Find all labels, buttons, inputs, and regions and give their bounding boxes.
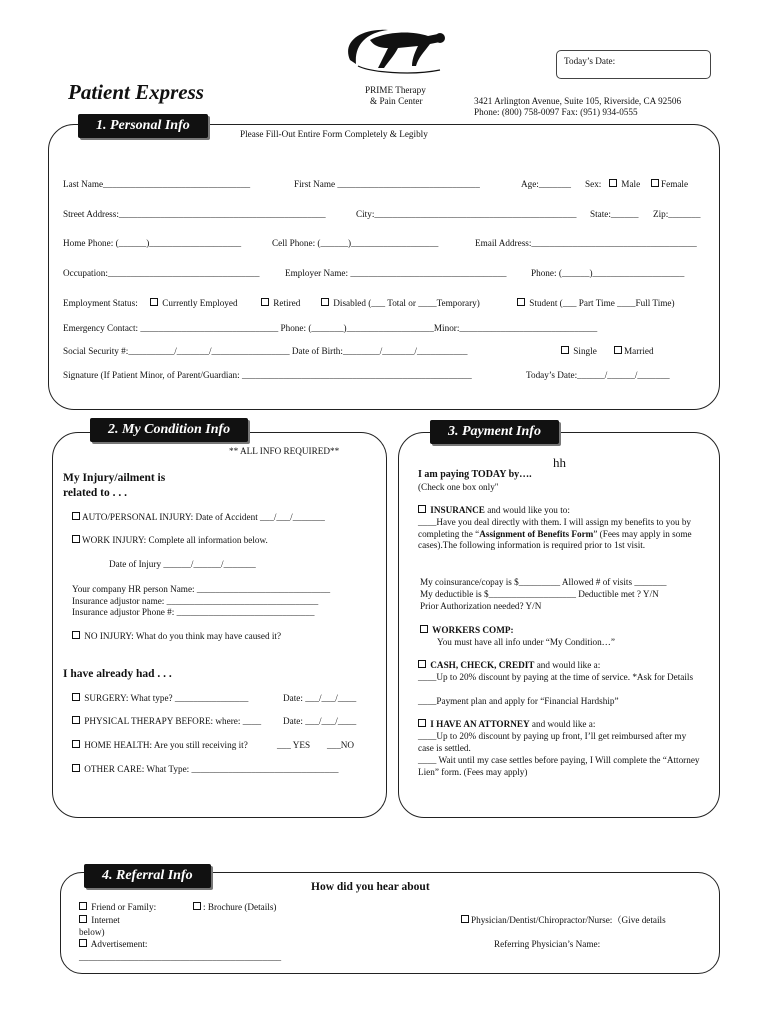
checkbox-icon xyxy=(72,535,80,543)
checkbox-icon xyxy=(418,660,426,668)
org-address: 3421 Arlington Avenue, Suite 105, Riverside, CA 92506 xyxy=(474,96,682,106)
surgery-label: SURGERY: What type? ________________ xyxy=(84,693,249,703)
sex-label: Sex: xyxy=(585,179,602,189)
employer-name-field[interactable]: Employer Name: __________________________________ xyxy=(285,268,507,278)
auto-injury-label: AUTO/PERSONAL INJURY: Date of Accident ___/___/_______ xyxy=(82,512,325,522)
form-title: Patient Express xyxy=(68,80,204,104)
age-field[interactable]: Age:_______ xyxy=(521,179,572,189)
checkbox-icon xyxy=(461,915,469,923)
internet-label: Internet xyxy=(91,915,120,925)
street-address-field[interactable]: Street Address:_____________________________________________ xyxy=(63,209,326,219)
no-injury-label: NO INJURY: What do you think may have caused it? xyxy=(84,631,282,641)
crawling-figure-logo-icon xyxy=(340,22,452,84)
student-label: Student (___ Part Time ____Full Time) xyxy=(529,298,675,308)
employment-status-label: Employment Status: xyxy=(63,298,138,308)
employer-phone-field[interactable]: Phone: (______)____________________ xyxy=(531,268,685,278)
adjustor-name-field[interactable]: Insurance adjustor name: _________________________________ xyxy=(72,596,319,606)
signature-date-field[interactable]: Today’s Date:______/______/_______ xyxy=(526,370,670,380)
all-info-required-note: ** ALL INFO REQUIRED** xyxy=(229,446,340,456)
first-name-field[interactable]: First Name _______________________________ xyxy=(294,179,480,189)
hr-person-field[interactable]: Your company HR person Name: _____________________________ xyxy=(72,584,331,594)
married-label: Married xyxy=(624,346,654,356)
payment-info-banner: 3. Payment Info xyxy=(430,420,559,444)
attorney-checkbox[interactable] xyxy=(418,719,595,730)
home-health-no-option[interactable]: ___NO xyxy=(327,740,355,750)
disabled-checkbox[interactable] xyxy=(321,298,480,309)
cash-check-credit-label: CASH, CHECK, CREDIT xyxy=(430,660,535,670)
ssn-dob-field[interactable]: Social Security #:__________/_______/_________________ Date of Birth:________/_______/___________ xyxy=(63,346,468,356)
insurance-description-part1: ____Have you deal directly with them. I will assign my benefits to you by completing the “ xyxy=(418,517,692,539)
org-name-line2: & Pain Center xyxy=(370,96,423,106)
checkbox-icon xyxy=(420,625,428,633)
checkbox-icon xyxy=(79,915,87,923)
check-one-note: (Check one box only" xyxy=(418,482,499,492)
home-phone-field[interactable]: Home Phone: (______)____________________ xyxy=(63,238,242,248)
form-instruction: Please Fill-Out Entire Form Completely & Legibly xyxy=(240,129,428,139)
insurance-label-rest: and would like you to: xyxy=(484,505,570,515)
personal-info-section xyxy=(48,124,720,410)
insurance-description xyxy=(418,517,700,552)
checkbox-icon xyxy=(72,512,80,520)
todays-date-label: Today’s Date: xyxy=(564,56,616,66)
referral-info-banner: 4. Referral Info xyxy=(84,864,211,888)
insurance-label: INSURANCE xyxy=(430,505,485,515)
workers-comp-checkbox[interactable] xyxy=(420,625,514,636)
org-name-line1: PRIME Therapy xyxy=(365,85,426,95)
advertisement-label: Advertisement: xyxy=(90,939,148,949)
home-health-label: HOME HEALTH: Are you still receiving it? xyxy=(84,740,248,750)
payment-stray-text: hh xyxy=(553,455,566,470)
pt-date-field[interactable]: Date: ___/___/____ xyxy=(283,716,357,726)
emergency-contact-field[interactable]: Emergency Contact: ______________________________ Phone: (_______)___________________Minor:______________________________ xyxy=(63,323,598,333)
female-label: Female xyxy=(661,179,689,189)
signature-field[interactable]: Signature (If Patient Minor, of Parent/Guardian: __________________________________________________ xyxy=(63,370,472,380)
checkbox-icon xyxy=(72,764,80,772)
brochure-checkbox[interactable] xyxy=(193,902,276,913)
workers-comp-label: WORKERS COMP: xyxy=(432,625,514,635)
occupation-field[interactable]: Occupation:_________________________________ xyxy=(63,268,260,278)
already-had-heading: I have already had . . . xyxy=(63,668,172,680)
checkbox-icon xyxy=(651,179,659,187)
assignment-of-benefits-text: Assignment of Benefits Form xyxy=(479,528,594,539)
date-of-injury-field[interactable]: Date of Injury ______/______/_______ xyxy=(109,559,256,569)
currently-employed-checkbox[interactable] xyxy=(150,298,238,309)
male-checkbox[interactable] xyxy=(609,179,640,190)
married-checkbox[interactable] xyxy=(614,346,654,357)
give-details-continuation: below) xyxy=(79,927,105,937)
work-injury-label: WORK INJURY: Complete all information below. xyxy=(82,535,268,545)
payment-plan-option: ____Payment plan and apply for “Financial Hardship” xyxy=(418,696,619,706)
injury-heading-line1: My Injury/ailment is xyxy=(63,472,166,484)
cash-label-rest: and would like a: xyxy=(534,660,601,670)
single-label: Single xyxy=(573,346,597,356)
work-injury-checkbox[interactable] xyxy=(72,535,268,546)
checkbox-icon xyxy=(614,346,622,354)
physician-checkbox[interactable] xyxy=(461,915,666,926)
internet-checkbox[interactable] xyxy=(79,915,120,926)
currently-employed-label: Currently Employed xyxy=(162,298,238,308)
referring-physician-field[interactable]: Referring Physician’s Name: xyxy=(494,939,601,949)
retired-checkbox[interactable] xyxy=(261,298,300,309)
friend-family-checkbox[interactable] xyxy=(79,902,156,913)
email-field[interactable]: Email Address:____________________________________ xyxy=(475,238,697,248)
workers-comp-note: You must have all info under “My Condition…” xyxy=(437,637,615,647)
checkbox-icon xyxy=(561,346,569,354)
brochure-label: : Brochure (Details) xyxy=(203,902,277,912)
surgery-checkbox[interactable] xyxy=(72,693,248,704)
attorney-lien-option: ____ Wait until my case settles before paying, I Will complete the “Attorney Lien” form. (Fees may apply) xyxy=(418,755,700,777)
physical-therapy-label: PHYSICAL THERAPY BEFORE: where: ____ xyxy=(84,716,262,726)
cell-phone-field[interactable]: Cell Phone: (______)___________________ xyxy=(272,238,439,248)
checkbox-icon xyxy=(72,716,80,724)
student-checkbox[interactable] xyxy=(517,298,675,309)
surgery-date-field[interactable]: Date: ___/___/____ xyxy=(283,693,357,703)
single-checkbox[interactable] xyxy=(561,346,597,357)
checkbox-icon xyxy=(72,693,80,701)
prior-authorization-field[interactable]: Prior Authorization needed? Y/N xyxy=(420,601,542,611)
advertisement-detail-line[interactable]: ____________________________________________ xyxy=(79,952,282,962)
city-field[interactable]: City:____________________________________________ xyxy=(356,209,577,219)
retired-label: Retired xyxy=(273,298,301,308)
state-field[interactable]: State:______ xyxy=(590,209,639,219)
checkbox-icon xyxy=(72,631,80,639)
friend-family-label: Friend or Family: xyxy=(91,902,157,912)
injury-heading-line2: related to . . . xyxy=(63,487,127,499)
other-care-label: OTHER CARE: What Type: ________________________________ xyxy=(84,764,339,774)
advertisement-checkbox[interactable] xyxy=(79,939,147,950)
checkbox-icon xyxy=(517,298,525,306)
insurance-description-part2: ” (Fees may apply in some cases).The following information is required prior to 1st visit. xyxy=(418,528,692,550)
auto-injury-checkbox[interactable] xyxy=(72,512,325,523)
org-phone-fax: Phone: (800) 758-0097 Fax: (951) 934-0555 xyxy=(474,107,638,117)
paying-today-heading: I am paying TODAY by…. xyxy=(418,469,532,480)
home-health-checkbox[interactable] xyxy=(72,740,248,751)
female-checkbox[interactable] xyxy=(651,179,688,190)
cash-check-credit-checkbox[interactable] xyxy=(418,660,600,671)
deductible-field[interactable]: My deductible is $___________________ Deductible met ? Y/N xyxy=(420,589,659,599)
no-injury-checkbox[interactable] xyxy=(72,631,281,642)
condition-info-banner: 2. My Condition Info xyxy=(90,418,248,442)
physical-therapy-checkbox[interactable] xyxy=(72,716,261,727)
checkbox-icon xyxy=(79,939,87,947)
male-label: Male xyxy=(621,179,641,189)
physician-label: Physician/Dentist/Chiropractor/Nurse:（Give details xyxy=(471,915,666,925)
cash-discount-option: ____Up to 20% discount by paying at the time of service. *Ask for Details xyxy=(418,672,694,682)
insurance-checkbox[interactable] xyxy=(418,505,570,516)
coinsurance-field[interactable]: My coinsurance/copay is $_________ Allowed # of visits _______ xyxy=(420,577,667,587)
checkbox-icon xyxy=(193,902,201,910)
attorney-label-rest: and would like a: xyxy=(529,719,596,729)
checkbox-icon xyxy=(72,740,80,748)
checkbox-icon xyxy=(79,902,87,910)
personal-info-banner: 1. Personal Info xyxy=(78,114,208,138)
checkbox-icon xyxy=(261,298,269,306)
home-health-yes-option[interactable]: ___ YES xyxy=(277,740,311,750)
checkbox-icon xyxy=(418,719,426,727)
other-care-checkbox[interactable] xyxy=(72,764,339,775)
referral-heading: How did you hear about xyxy=(311,881,430,893)
todays-date-box[interactable] xyxy=(556,50,711,79)
zip-field[interactable]: Zip:_______ xyxy=(653,209,701,219)
adjustor-phone-field[interactable]: Insurance adjustor Phone #: ______________________________ xyxy=(72,607,315,617)
last-name-field[interactable]: Last Name________________________________ xyxy=(63,179,251,189)
attorney-discount-option: ____Up to 20% discount by paying up front, I’ll get reimbursed after my case is settled. xyxy=(418,731,687,753)
disabled-label: Disabled (___ Total or ____Temporary) xyxy=(333,298,480,308)
checkbox-icon xyxy=(418,505,426,513)
checkbox-icon xyxy=(150,298,158,306)
checkbox-icon xyxy=(321,298,329,306)
checkbox-icon xyxy=(609,179,617,187)
attorney-label: I HAVE AN ATTORNEY xyxy=(430,719,530,729)
